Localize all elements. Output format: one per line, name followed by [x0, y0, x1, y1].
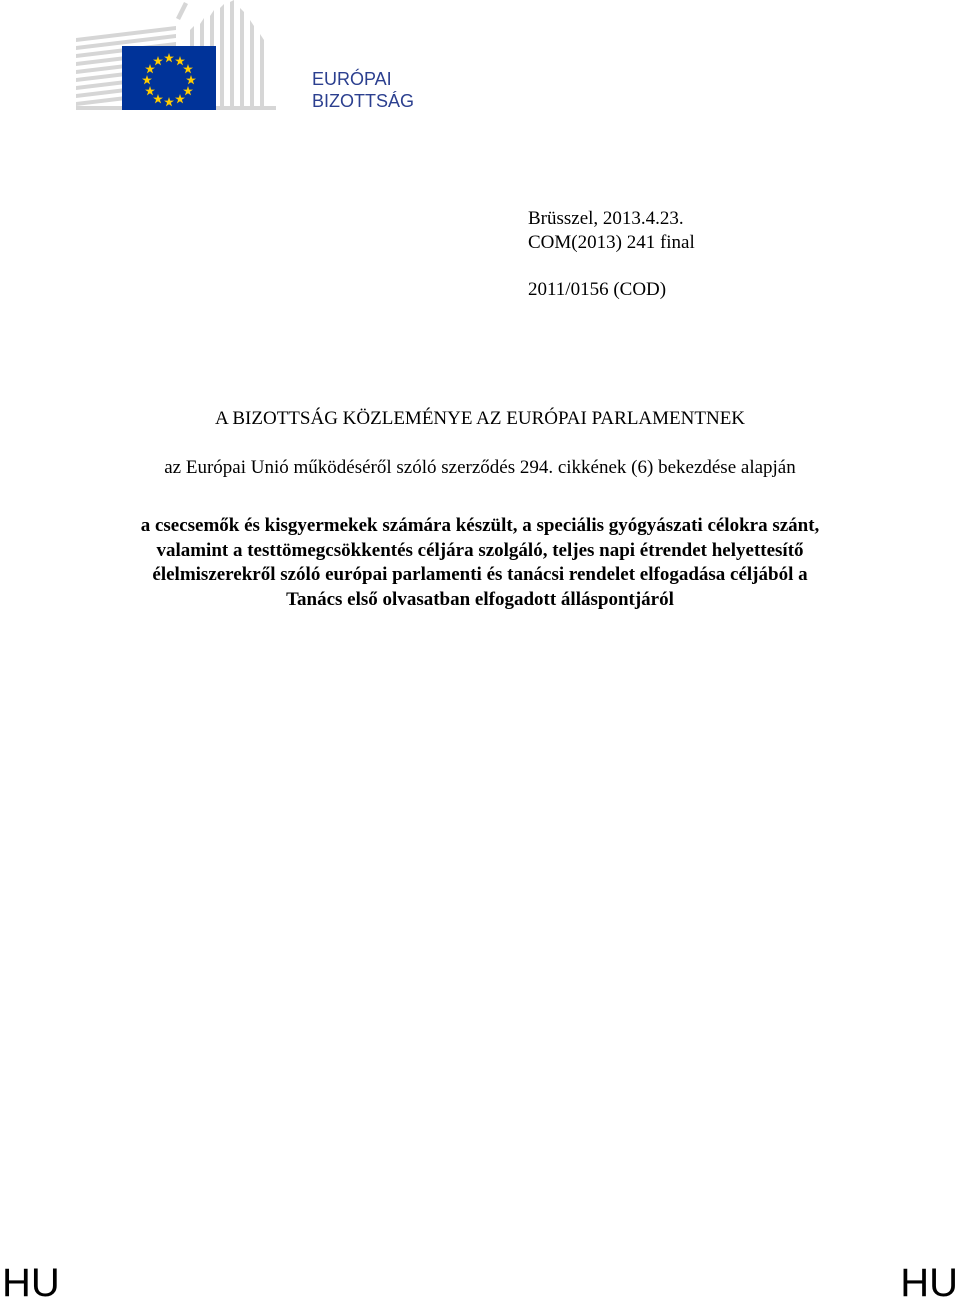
language-code-right: HU	[900, 1261, 958, 1305]
document-title: A BIZOTTSÁG KÖZLEMÉNYE AZ EURÓPAI PARLAMENTNEK	[214, 408, 746, 429]
organization-name-line2: BIZOTTSÁG	[312, 91, 415, 111]
document-date: Brüsszel, 2013.4.23.	[528, 208, 684, 229]
language-code-left: HU	[2, 1261, 60, 1305]
document-subject	[0, 514, 960, 612]
european-commission-logo-icon	[76, 0, 276, 112]
procedure-number: 2011/0156 (COD)	[528, 279, 667, 300]
subject-line: a csecsemők és kisgyermekek számára készült, a speciális gyógyászati célokra szánt,	[140, 515, 820, 536]
subject-line: valamint a testtömegcsökkentés céljára szolgáló, teljes napi étrendet helyettesítő	[156, 539, 804, 561]
document-reference: COM(2013) 241 final	[528, 232, 695, 253]
document-subtitle: az Európai Unió működéséről szóló szerződés 294. cikkének (6) bekezdése alapján	[164, 457, 796, 478]
subject-line: Tanács első olvasatban elfogadott álláspontjáról	[286, 588, 674, 610]
organization-name-line1: EURÓPAI	[312, 69, 392, 89]
subject-line: élelmiszerekről szóló európai parlamenti és tanácsi rendelet elfogadása céljából a	[152, 564, 808, 585]
organization-name	[312, 68, 414, 112]
